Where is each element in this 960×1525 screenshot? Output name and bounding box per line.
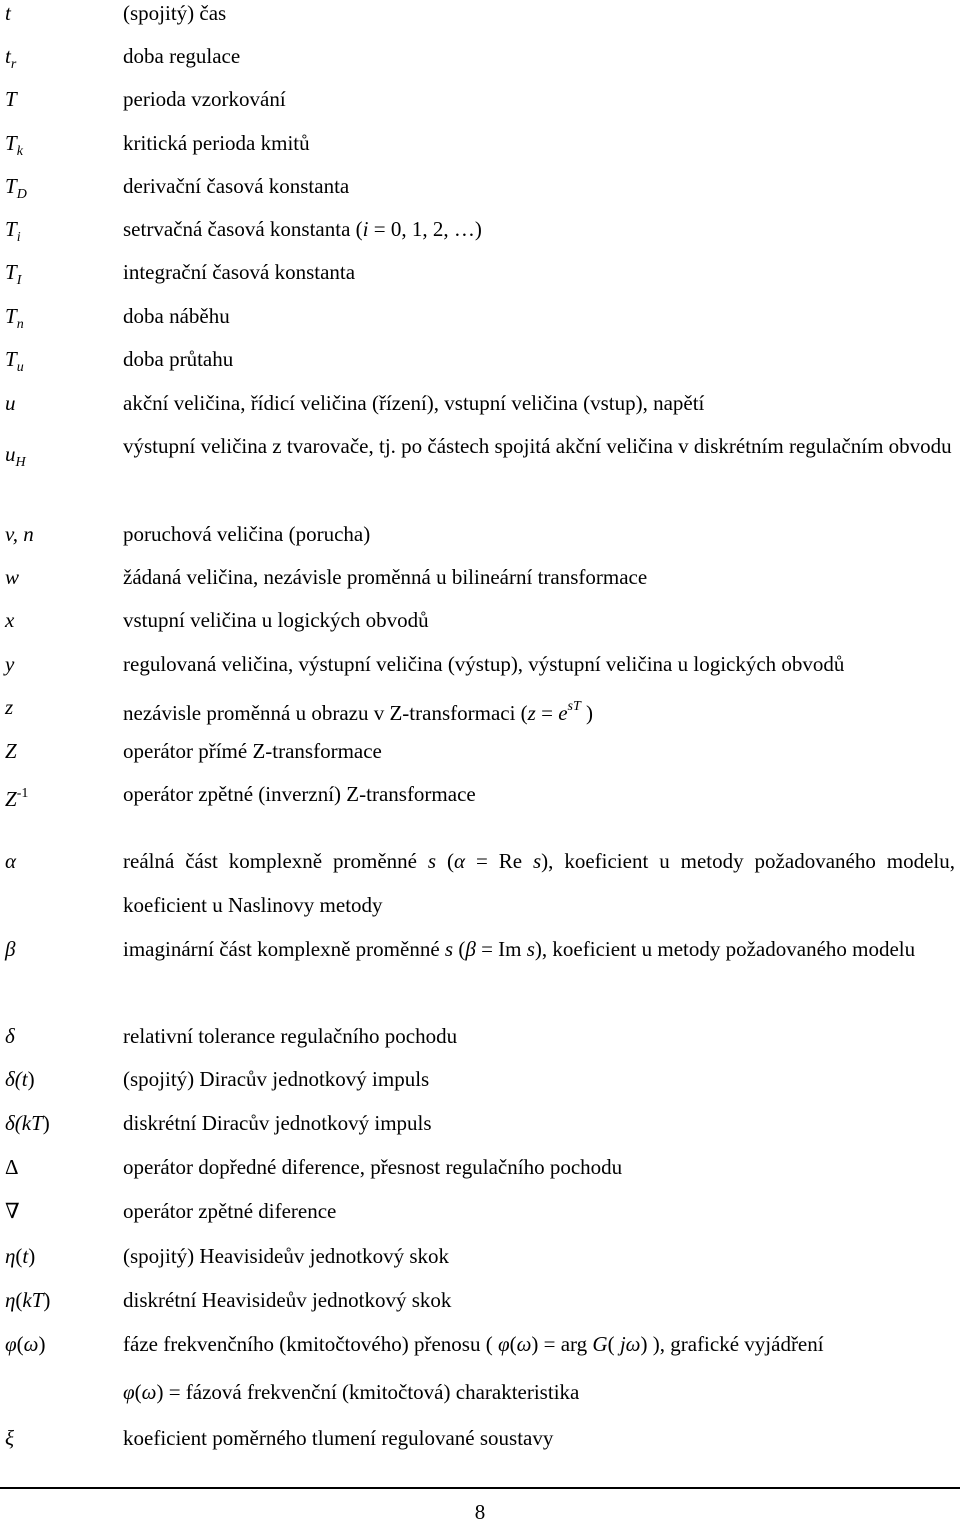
symbol: $T_i$ [5, 217, 21, 245]
symbol-description: (spojitý) čas [123, 1, 227, 25]
symbol-description: integrační časová konstanta [123, 260, 356, 284]
symbol: Δ [5, 1155, 19, 1179]
symbol: v, n [5, 522, 34, 546]
symbol-description: diskrétní Diracův jednotkový impuls [123, 1111, 432, 1135]
symbol-description: regulovaná veličina, výstupní veličina (výstup), výstupní veličina u logických obvodů [123, 652, 845, 676]
symbol-description: fáze frekvenčního (kmitočtového) přenosu ( φ(ω) = arg G( jω) ), grafické vyjádření [123, 1332, 824, 1356]
symbol-description: operátor přímé Z-transformace [123, 739, 382, 763]
symbol-description: (spojitý) Diracův jednotkový impuls [123, 1067, 430, 1091]
symbol-description: nezávisle proměnná u obrazu v Z-transformaci ($z = e^{sT}$ ) [123, 699, 594, 725]
symbol: δ [5, 1024, 15, 1048]
symbol: $T_I$ [5, 260, 22, 288]
symbol-description: relativní tolerance regulačního pochodu [123, 1024, 458, 1048]
symbol-description: doba regulace [123, 44, 241, 68]
symbol: α [5, 849, 17, 873]
symbol-description: operátor dopředné diference, přesnost regulačního pochodu [123, 1155, 623, 1179]
symbol-description: reálná část komplexně proměnné s (α = Re s), koeficient u metody požadovaného modelu, koeficient u Naslinovy metody [123, 849, 955, 917]
symbol: u [5, 391, 16, 415]
symbol-description: koeficient poměrného tlumení regulované soustavy [123, 1426, 554, 1450]
symbol-description: kritická perioda kmitů [123, 131, 310, 155]
symbol-description: žádaná veličina, nezávisle proměnná u bilineární transformace [123, 565, 648, 589]
symbol: δ(kT) [5, 1111, 50, 1135]
symbol: y [5, 652, 15, 676]
symbol-description: derivační časová konstanta [123, 174, 350, 198]
symbol-description: diskrétní Heavisideův jednotkový skok [123, 1288, 452, 1312]
symbol: $T_D$ [5, 174, 27, 202]
symbol: t [5, 1, 11, 25]
symbol: Z [5, 739, 17, 763]
page-number: 8 [474, 1500, 486, 1524]
symbol: ξ [5, 1426, 14, 1450]
symbol-description-continuation: φ(ω) = fázová frekvenční (kmitočtová) charakteristika [123, 1380, 580, 1404]
symbol: $T_k$ [5, 131, 23, 159]
symbol-description: doba náběhu [123, 304, 230, 328]
symbol: δ(t) [5, 1067, 35, 1091]
symbol: $T_u$ [5, 347, 24, 375]
symbol-description: operátor zpětné diference [123, 1199, 337, 1223]
symbol-description: doba průtahu [123, 347, 234, 371]
symbol: T [5, 87, 17, 111]
symbol: $u_H$ [5, 442, 26, 470]
symbol-description: (spojitý) Heavisideův jednotkový skok [123, 1244, 450, 1268]
symbol-description: operátor zpětné (inverzní) Z-transformace [123, 782, 476, 806]
symbol-description: akční veličina, řídicí veličina (řízení), vstupní veličina (vstup), napětí [123, 391, 705, 415]
symbol: $T_n$ [5, 304, 24, 332]
symbol-description: perioda vzorkování [123, 87, 286, 111]
symbol: x [5, 608, 15, 632]
symbol: β [5, 937, 16, 961]
symbol: φ(ω) [5, 1332, 46, 1356]
symbol-description: výstupní veličina z tvarovače, tj. po částech spojitá akční veličina v diskrétním regulačním obvodu [123, 434, 952, 458]
symbol: $Z^{-1}$ [5, 786, 29, 811]
symbol: ∇ [5, 1199, 20, 1223]
symbol-description: poruchová veličina (porucha) [123, 522, 371, 546]
footer-divider [0, 1487, 960, 1489]
symbol-description: setrvačná časová konstanta (i = 0, 1, 2, …) [123, 217, 482, 241]
symbol: z [5, 695, 14, 719]
symbol: η(t) [5, 1244, 36, 1268]
symbol-description: imaginární část komplexně proměnné s (β = Im s), koeficient u metody požadovaného modelu [123, 937, 916, 961]
symbol-description: vstupní veličina u logických obvodů [123, 608, 429, 632]
symbol: $t_r$ [5, 44, 17, 72]
symbol: η(kT) [5, 1288, 51, 1312]
symbol: w [5, 565, 20, 589]
